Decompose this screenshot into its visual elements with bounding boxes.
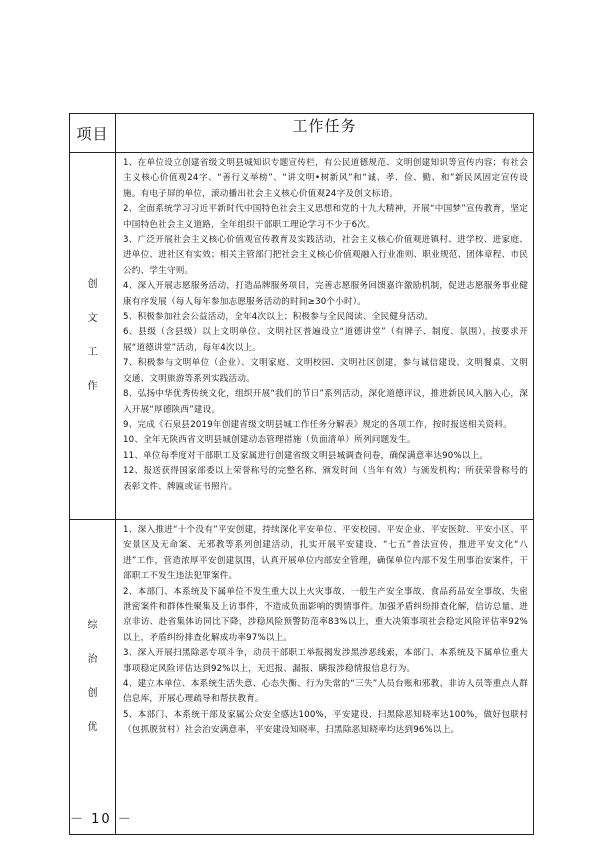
task-list [116, 153, 534, 520]
task-item: 11、单位每季度对干部职工及家属进行创建省级文明县城调查问卷，确保满意率达90%以上。 [123, 450, 489, 461]
task-item: 3、深入开展扫黑除恶专项斗争，动员干部职工举报揭发涉黑涉恶线索，本部门、本系统及下属单位重大事项稳定风险评估达到92%以上，无迟报、漏报、瞒报涉稳情报信息行为。 [123, 648, 528, 674]
category-cell [70, 153, 116, 520]
task-table [69, 113, 534, 835]
task-item: 4、建立本单位、本系统生活失意、心态失衡、行为失常的“三失”人员台账和邪教、非访人员等重点人群信息库，开展心理疏导和帮扶教育。 [123, 679, 528, 705]
task-item: 4、深入开展志愿服务活动，打造品牌服务项目，完善志愿服务回馈嘉许激励机制，促进志愿服务事业健康有序发展（每人每年参加志愿服务活动的时间≥30个小时）。 [123, 281, 528, 307]
task-item: 6、县级（含县级）以上文明单位、文明社区普遍设立“道德讲堂”（有牌子、制度、氛围），按要求开展“道德讲堂”活动，每年4次以上。 [123, 327, 528, 353]
task-item: 1、在单位设立创建省级文明县城知识专题宣传栏，有公民道德规范、文明创建知识等宣传内容；有社会主义核心价值观24字、“善行义举榜”、“讲文明•树新风”和“诚、孝、俭、勤、和”新民风固定宣传设施。有电子屏的单位，滚动播出社会主义核心价值观24字及创文标语。 [123, 158, 528, 199]
task-item: 2、本部门、本系统及下属单位不发生重大以上火灾事故、一般生产安全事故、食品药品安全事故、失密泄密案件和群体性聚集及上访事件，不造成负面影响的舆情事件。加强矛盾纠纷排查化解，信访总量、进京非访、赴省集体访同比下降，涉稳风险预警防范率83%以上，重大决策事项社会稳定风险评估率92%以上，矛盾纠纷排查化解成功率97%以上。 [123, 586, 528, 643]
header-tasks: 工作任务 [116, 114, 534, 153]
task-item: 7、积极参与文明单位（企业）、文明家庭、文明校园、文明社区创建，参与诚信建设、文明餐桌、文明交通、文明旅游等系列实践活动。 [123, 358, 528, 384]
task-item: 5、积极参加社会公益活动，全年4次以上；积极参与全民阅读、全民健身活动。 [123, 312, 434, 323]
task-item: 5、本部门、本系统干部及家属公众安全感达100%，平安建设、扫黑除恶知晓率达100%，做好包联村（包抓脱贫村）社会治安满意率，平安建设知晓率，扫黑除恶知晓率均达到96%以上。 [123, 709, 528, 736]
task-item: 8、弘扬中华优秀传统文化，组织开展“我们的节日”系列活动，深化道德评议，推进新民风入脑入心，深入开展“厚德陕西”建设。 [123, 389, 528, 415]
task-item: 1、深入推进“十个没有”平安创建，持续深化平安单位、平安校园、平安企业、平安医院、平安小区、平安景区及无命案、无邪教等系列创建活动，扎实开展平安建设、“七五”普法宣传，推进平安文化“八进”工作，营造浓厚平安创建氛围，认真开展单位内部安全管理，确保单位内部不发生刑事治安案件，干部职工不发生违法犯罪案件。 [123, 525, 528, 582]
table-header-row [70, 114, 534, 153]
task-list [116, 520, 534, 835]
category-cell [70, 520, 116, 835]
category-label-line: 工 作 [87, 347, 107, 392]
task-item: 10、全年无陕西省文明县城创建动态管理措施（负面清单）所列问题发生。 [123, 435, 416, 446]
task-item: 12、报送获得国家部委以上荣誉称号的完整名称、颁发时间（当年有效）与颁发机构；所获荣誉称号的表彰文件、牌匾或证书照片。 [123, 466, 528, 492]
category-label-line: 综 治 [87, 620, 107, 665]
table-row [70, 153, 534, 520]
task-item: 9、完成《石泉县2019年创建省级文明县城工作任务分解表》规定的各项工作，按时报送相关资料。 [123, 419, 512, 430]
header-project: 项目 [70, 114, 116, 153]
category-label-line: 创 优 [87, 688, 107, 733]
task-item: 3、广泛开展社会主义核心价值观宣传教育及实践活动，社会主义核心价值观进镇村、进学校、进家庭、进单位、进社区有实效；相关主管部门把社会主义核心价值观融入行业准则、职业规范、团体章程、市民公约、学生守则。 [123, 235, 528, 276]
task-item: 2、全面系统学习习近平新时代中国特色社会主义思想和党的十九大精神，开展“中国梦”宣传教育，坚定中国特色社会主义道路，全年组织干部职工理论学习不少于6次。 [123, 204, 528, 230]
table-row [70, 520, 534, 835]
category-label-line: 创 文 [87, 279, 107, 324]
page-number: － 10 － [70, 812, 133, 827]
